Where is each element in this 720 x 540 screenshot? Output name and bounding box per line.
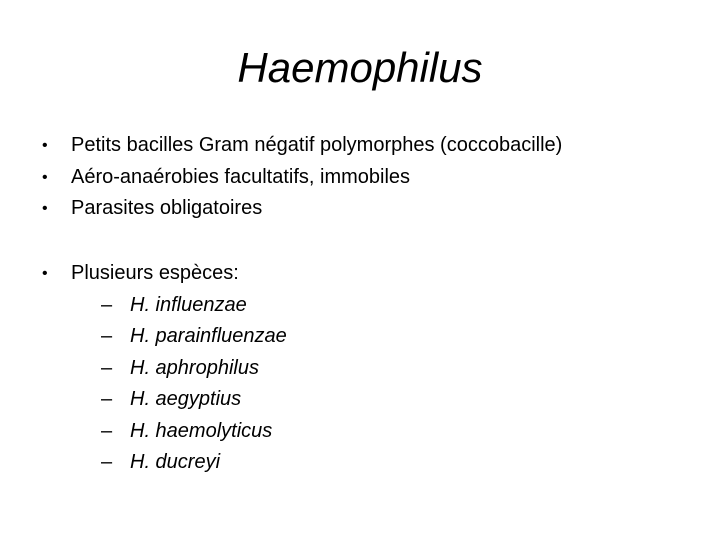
species-item	[0, 447, 720, 479]
slide-title: Haemophilus	[237, 44, 483, 91]
species-heading-item	[0, 258, 720, 290]
species-item	[0, 353, 720, 385]
dash-icon: –	[101, 451, 113, 473]
species-name: H. ducreyi	[130, 451, 221, 473]
bullet-icon: •	[42, 168, 48, 186]
species-list	[0, 258, 720, 479]
dash-icon: –	[101, 419, 113, 442]
list-item-text: Aéro-anaérobies facultatifs, immobiles	[71, 165, 411, 188]
species-name: H. influenzae	[130, 293, 247, 316]
bullet-icon: •	[42, 265, 48, 282]
list-item	[0, 162, 720, 194]
species-name: H. aphrophilus	[130, 356, 259, 379]
species-item	[0, 321, 720, 353]
dash-icon: –	[101, 388, 113, 410]
list-item-text: Parasites obligatoires	[71, 197, 263, 219]
list-item-text: Petits bacilles Gram négatif polymorphes (coccobacille)	[71, 134, 563, 156]
species-name: H. aegyptius	[130, 388, 242, 410]
characteristics-list	[0, 130, 720, 225]
dash-icon: –	[101, 325, 113, 347]
species-item	[0, 290, 720, 322]
bullet-icon: •	[42, 137, 48, 154]
bullet-icon: •	[42, 200, 48, 217]
species-item	[0, 384, 720, 416]
list-item	[0, 130, 720, 162]
species-item	[0, 416, 720, 448]
species-heading: Plusieurs espèces:	[71, 262, 239, 284]
species-name: H. haemolyticus	[130, 419, 273, 442]
list-item	[0, 193, 720, 225]
species-name: H. parainfluenzae	[130, 325, 287, 347]
dash-icon: –	[101, 293, 113, 316]
dash-icon: –	[101, 356, 113, 379]
